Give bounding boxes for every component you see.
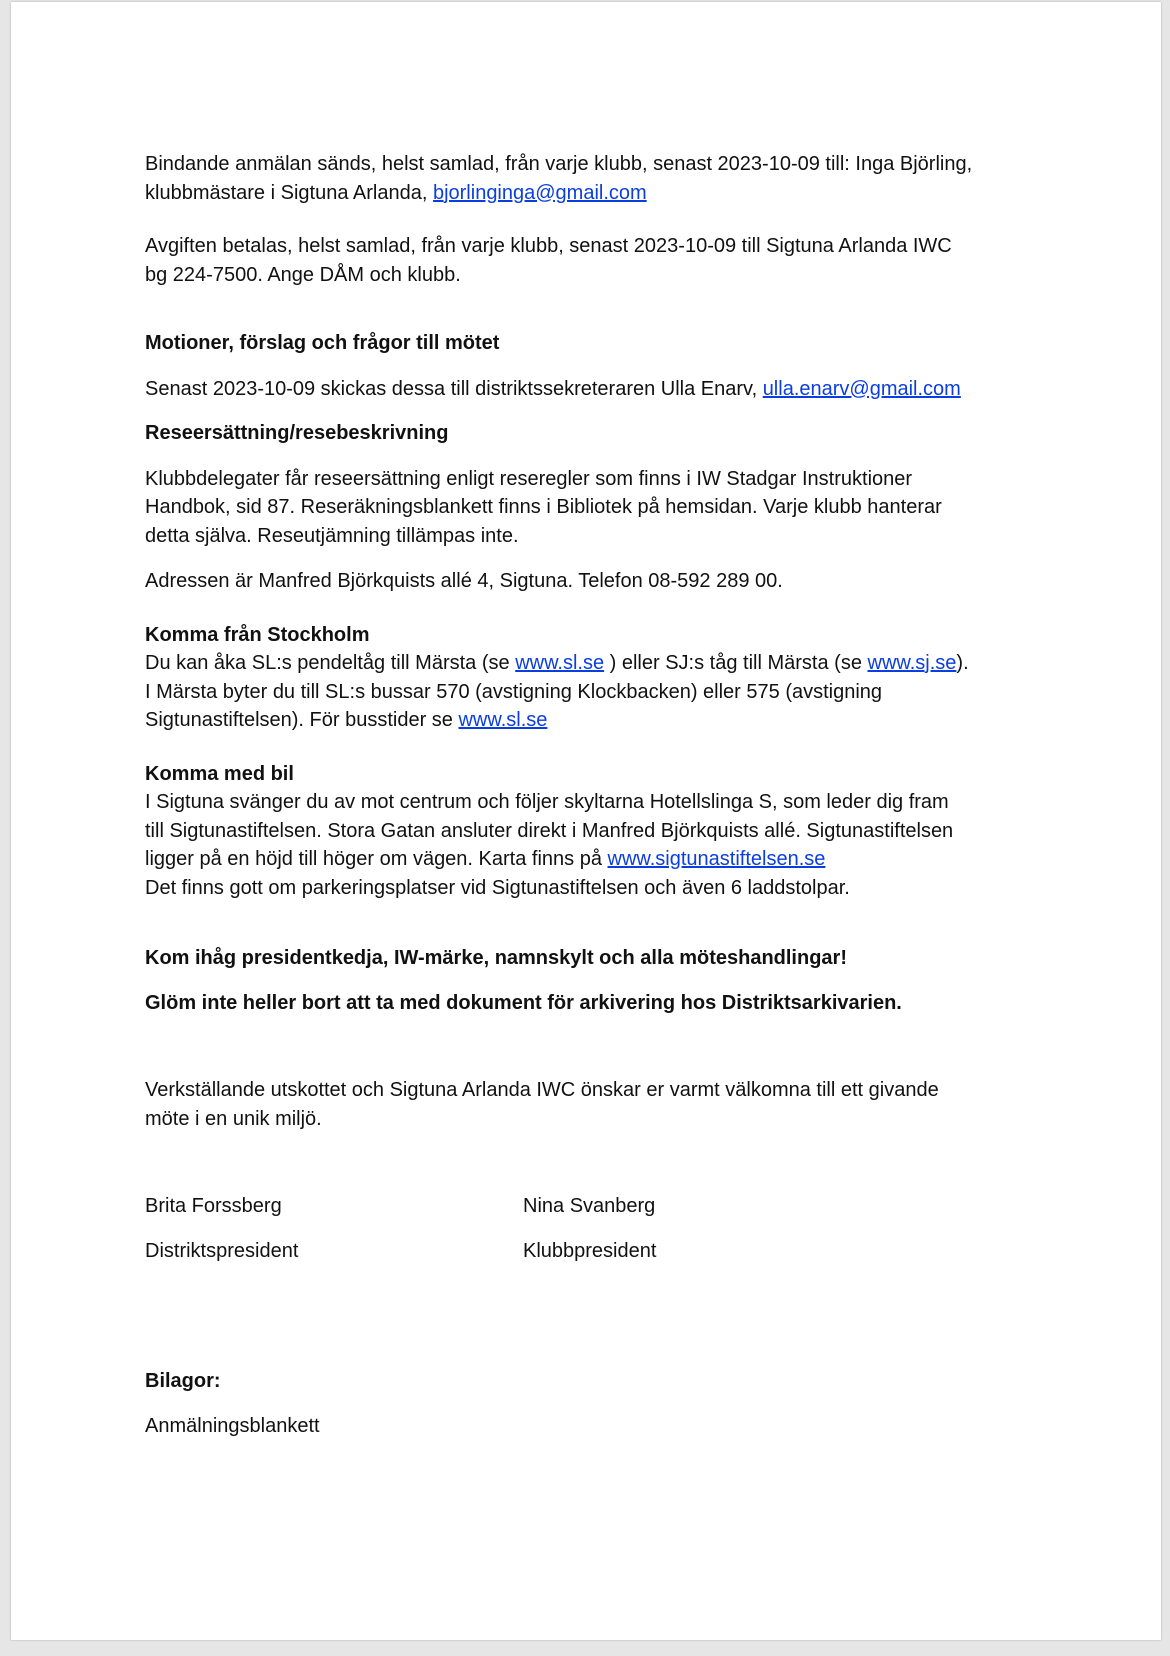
signature-titles xyxy=(145,1237,1045,1266)
car-section xyxy=(145,760,1045,903)
travel-paragraph xyxy=(145,465,1045,551)
stockholm-line-3: Sigtunastiftelsen). För busstider se xyxy=(145,709,459,731)
right-signatory-title: Klubbpresident xyxy=(523,1239,657,1262)
closing-line-1: Verkställande utskottet och Sigtuna Arlanda IWC önskar er varmt välkomna till ett givande xyxy=(145,1079,939,1101)
sj-link[interactable]: www.sj.se xyxy=(867,652,957,674)
motions-heading: Motioner, förslag och frågor till mötet xyxy=(145,332,500,354)
car-line-2: till Sigtunastiftelsen. Stora Gatan ansluter direkt i Manfred Björkquists allé. Sigtunastiftelsen xyxy=(145,819,954,842)
closing-line-2: möte i en unik miljö. xyxy=(145,1107,322,1130)
left-signatory-title: Distriktspresident xyxy=(145,1239,299,1262)
registration-line-1: Bindande anmälan sänds, helst samlad, från varje klubb, senast 2023-10-09 till: Inga Björling, xyxy=(145,153,973,175)
signature-names xyxy=(145,1192,1045,1221)
travel-line-2: Handbok, sid 87. Reseräkningsblankett finns i Bibliotek på hemsidan. Varje klubb hanterar xyxy=(145,496,942,518)
travel-line-1: Klubbdelegater får reseersättning enligt reseregler som finns i IW Stadgar Instruktioner xyxy=(145,467,913,490)
attachments-heading: Bilagor: xyxy=(145,1370,221,1392)
motions-email-link[interactable]: ulla.enarv@gmail.com xyxy=(762,377,961,400)
stockholm-section xyxy=(145,621,1045,735)
address-paragraph: Adressen är Manfred Björkquists allé 4, Sigtuna. Telefon 08-592 289 00. xyxy=(145,570,783,592)
registration-line-2: klubbmästare i Sigtuna Arlanda, xyxy=(145,181,433,204)
document-page xyxy=(11,2,1161,1640)
travel-line-3: detta själva. Reseutjämning tillämpas inte. xyxy=(145,524,519,547)
car-heading: Komma med bil xyxy=(145,762,294,785)
stockholm-line-1b: ) eller SJ:s tåg till Märsta (se xyxy=(604,652,868,674)
stockholm-heading: Komma från Stockholm xyxy=(145,623,370,646)
motions-paragraph xyxy=(145,375,1045,404)
fee-line-1: Avgiften betalas, helst samlad, från varje klubb, senast 2023-10-09 till Sigtuna Arlanda IWC xyxy=(145,235,952,257)
closing-paragraph xyxy=(145,1076,1045,1133)
car-line-3: ligger på en höjd till höger om vägen. Karta finns på xyxy=(145,848,608,870)
car-line-4: Det finns gott om parkeringsplatser vid Sigtunastiftelsen och även 6 laddstolpar. xyxy=(145,876,850,899)
reminder-1: Kom ihåg presidentkedja, IW-märke, namnskylt och alla möteshandlingar! xyxy=(145,947,847,969)
fee-line-2: bg 224-7500. Ange DÅM och klubb. xyxy=(145,263,461,286)
document-body xyxy=(145,150,1045,1440)
car-line-1: I Sigtuna svänger du av mot centrum och följer skyltarna Hotellslinga S, som leder dig fram xyxy=(145,791,949,813)
travel-heading: Reseersättning/resebeskrivning xyxy=(145,422,449,444)
fee-paragraph xyxy=(145,232,1045,289)
left-signatory-name: Brita Forssberg xyxy=(145,1195,282,1217)
sigtunastiftelsen-link[interactable]: www.sigtunastiftelsen.se xyxy=(607,848,826,870)
registration-email-link[interactable]: bjorlinginga@gmail.com xyxy=(432,181,647,204)
attachment-item: Anmälningsblankett xyxy=(145,1414,320,1437)
sl-link[interactable]: www.sl.se xyxy=(515,652,605,674)
sl-busstider-link[interactable]: www.sl.se xyxy=(458,709,548,731)
stockholm-line-1a: Du kan åka SL:s pendeltåg till Märsta (se xyxy=(145,652,516,674)
right-signatory-name: Nina Svanberg xyxy=(523,1195,656,1217)
reminder-2: Glöm inte heller bort att ta med dokument för arkivering hos Distriktsarkivarien. xyxy=(145,991,902,1014)
registration-paragraph xyxy=(145,150,1045,207)
motions-text: Senast 2023-10-09 skickas dessa till distriktssekreteraren Ulla Enarv, xyxy=(145,377,763,400)
stockholm-line-1c: ). xyxy=(956,652,969,674)
stockholm-line-2: I Märsta byter du till SL:s bussar 570 (avstigning Klockbacken) eller 575 (avstigning xyxy=(145,680,883,703)
